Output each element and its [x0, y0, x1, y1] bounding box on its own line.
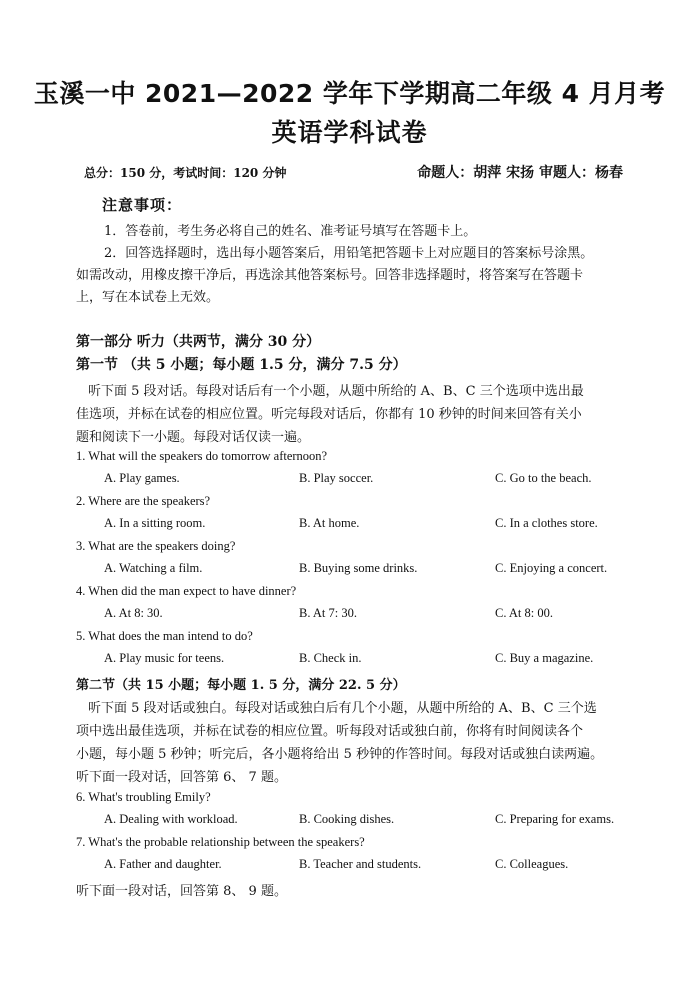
- q3-option-a: A. Watching a film.: [104, 561, 203, 575]
- question-3: 3. What are the speakers doing?: [76, 539, 236, 553]
- section2-instruction-4: 听下面一段对话，回答第 6、 7 题。: [76, 770, 287, 785]
- question-5: 5. What does the man intend to do?: [76, 629, 253, 643]
- q6-option-a: A. Dealing with workload.: [104, 812, 238, 826]
- q2-option-b: B. At home.: [299, 516, 360, 530]
- question-7: 7. What's the probable relationship between the speakers?: [76, 835, 365, 849]
- q4-option-c: C. At 8: 00.: [495, 606, 553, 620]
- score-time-info: 总分：150 分，考试时间：120 分钟: [84, 166, 287, 180]
- section1-instruction-2: 佳选项，并标在试卷的相应位置。听完每段对话后，你都有 10 秒钟的时间来回答有关小: [76, 407, 582, 422]
- author-info: 命题人：胡萍 宋扬 审题人：杨春: [417, 165, 623, 181]
- q7-option-c: C. Colleagues.: [495, 857, 569, 871]
- section2-dialog-intro: 听下面一段对话，回答第 8、 9 题。: [76, 884, 287, 899]
- question-2: 2. Where are the speakers?: [76, 494, 211, 508]
- notice-item-2-line-2: 如需改动，用橡皮擦干净后，再选涂其他答案标号。回答非选择题时，将答案写在答题卡: [76, 268, 584, 283]
- section2-title: 第二节（共 15 小题；每小题 1. 5 分，满分 22. 5 分）: [76, 678, 406, 693]
- q5-option-a: A. Play music for teens.: [104, 651, 225, 665]
- exam-subtitle: 英语学科试卷: [271, 118, 428, 147]
- notice-item-2-line-1: 2．回答选择题时，选出每小题答案后，用铅笔把答题卡上对应题目的答案标号涂黑。: [104, 246, 594, 261]
- section2-instruction-1: 听下面 5 段对话或独白。每段对话或独白后有几个小题，从题中所给的 A、B、C 三个选: [88, 701, 597, 716]
- question-1: 1. What will the speakers do tomorrow afternoon?: [76, 449, 328, 463]
- section1-instruction-1: 听下面 5 段对话。每段对话后有一个小题，从题中所给的 A、B、C 三个选项中选出最: [88, 384, 584, 399]
- section2-instruction-3: 小题，每小题 5 秒钟；听完后，各小题将给出 5 秒钟的作答时间。每段对话或独白读两遍。: [76, 747, 604, 762]
- question-4: 4. When did the man expect to have dinner?: [76, 584, 297, 598]
- section2-instruction-2: 项中选出最佳选项，并标在试卷的相应位置。听每段对话或独白前，你将有时间阅读各个: [76, 724, 584, 739]
- q1-option-c: C. Go to the beach.: [495, 471, 592, 485]
- notice-item-2-line-3: 上，写在本试卷上无效。: [76, 290, 220, 305]
- q5-option-c: C. Buy a magazine.: [495, 651, 594, 665]
- q5-option-b: B. Check in.: [299, 651, 362, 665]
- q4-option-b: B. At 7: 30.: [299, 606, 357, 620]
- q3-option-c: C. Enjoying a concert.: [495, 561, 608, 575]
- notice-heading: 注意事项：: [102, 196, 183, 214]
- part1-title: 第一部分 听力（共两节，满分 30 分）: [76, 334, 321, 350]
- section1-instruction-3: 题和阅读下一小题。每段对话仅读一遍。: [76, 430, 311, 445]
- q4-option-a: A. At 8: 30.: [104, 606, 163, 620]
- exam-title: 玉溪一中 2021—2022 学年下学期高二年级 4 月月考: [33, 79, 666, 108]
- q7-option-a: A. Father and daughter.: [104, 857, 222, 871]
- q6-option-c: C. Preparing for exams.: [495, 812, 615, 826]
- q3-option-b: B. Buying some drinks.: [299, 561, 418, 575]
- q2-option-c: C. In a clothes store.: [495, 516, 598, 530]
- question-6: 6. What's troubling Emily?: [76, 790, 211, 804]
- q2-option-a: A. In a sitting room.: [104, 516, 206, 530]
- q7-option-b: B. Teacher and students.: [299, 857, 422, 871]
- q6-option-b: B. Cooking dishes.: [299, 812, 395, 826]
- section1-title: 第一节 （共 5 小题；每小题 1.5 分，满分 7.5 分）: [76, 357, 407, 373]
- q1-option-a: A. Play games.: [104, 471, 180, 485]
- q1-option-b: B. Play soccer.: [299, 471, 374, 485]
- notice-item-1: 1．答卷前，考生务必将自己的姓名、准考证号填写在答题卡上。: [104, 224, 477, 239]
